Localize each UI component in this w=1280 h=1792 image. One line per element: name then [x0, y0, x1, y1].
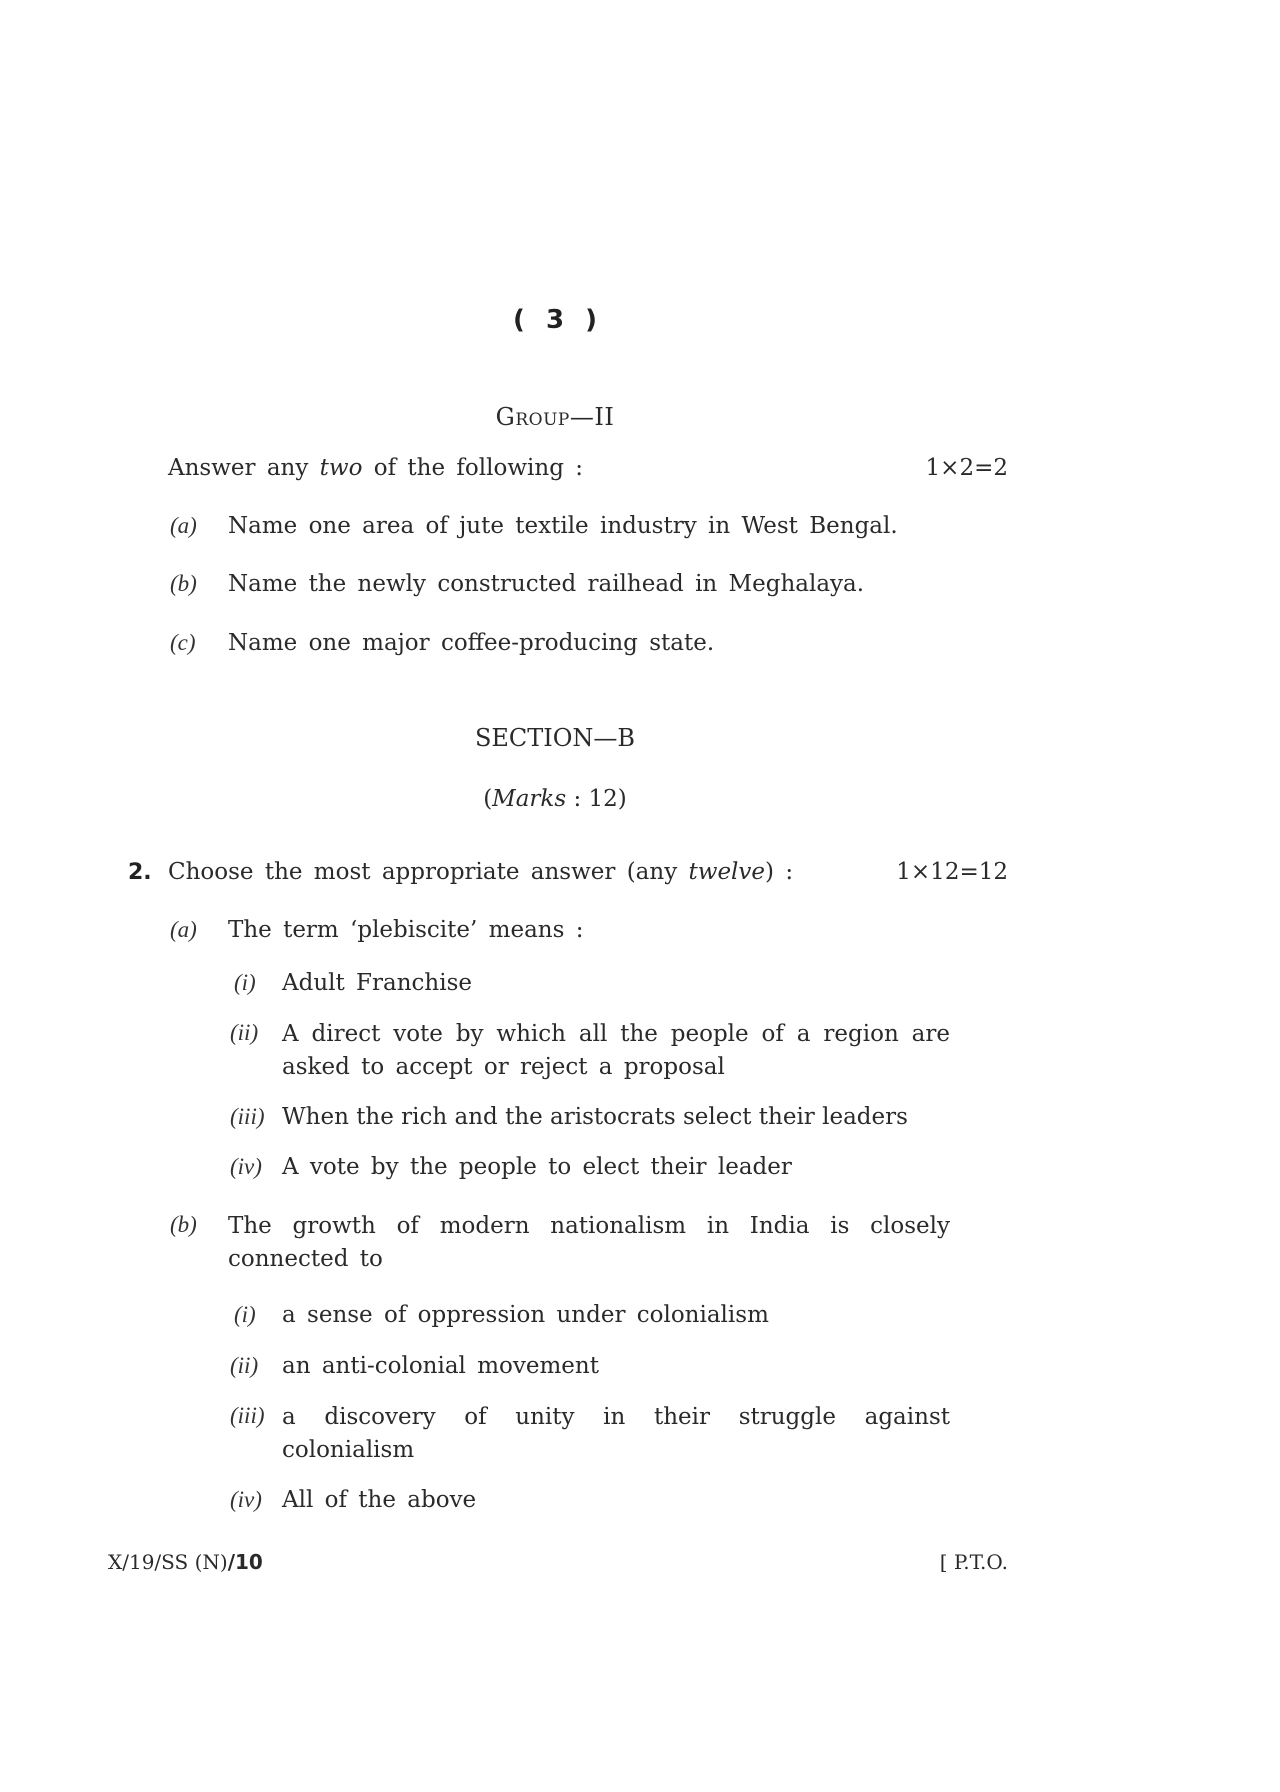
- option-label: (i): [234, 970, 256, 995]
- paren-open: (: [483, 786, 493, 812]
- item-text: Name one area of jute textile industry in West Bengal.: [228, 513, 898, 539]
- group-heading: Group—II: [495, 403, 615, 431]
- option-text: a sense of oppression under colonialism: [282, 1302, 769, 1328]
- pto-marker: [ P.T.O.: [939, 1550, 1008, 1574]
- option-text: A direct vote by which all the people of a region are asked to accept or reject a proposal: [282, 1021, 950, 1080]
- question-text: [168, 859, 793, 885]
- question-text-start: Choose the most appropriate answer (any: [168, 859, 689, 885]
- instruction-text: Answer any: [168, 455, 320, 481]
- option-text: an anti-colonial movement: [282, 1353, 599, 1379]
- group-instruction: [168, 455, 583, 481]
- item-text: Name the newly constructed railhead in Meghalaya.: [228, 571, 865, 597]
- paper-code-number: /10: [227, 1550, 263, 1574]
- option-label: (ii): [230, 1020, 259, 1045]
- part-stem: The growth of modern nationalism in India is closely connected to: [228, 1213, 950, 1272]
- item-label: (b): [170, 571, 197, 596]
- item-text: Name one major coffee-producing state.: [228, 630, 715, 656]
- instruction-text-end: of the following :: [362, 455, 583, 481]
- part-label: (a): [170, 917, 197, 942]
- question-text-end: ) :: [765, 859, 794, 885]
- question-marks: 1×12=12: [896, 859, 1008, 885]
- page-number: ( 3 ): [513, 305, 597, 335]
- part-label: (b): [170, 1212, 197, 1237]
- option-label: (ii): [230, 1353, 259, 1378]
- option-text: A vote by the people to elect their leader: [282, 1154, 792, 1180]
- instruction-emphasis: two: [319, 455, 363, 481]
- group-marks: 1×2=2: [925, 455, 1008, 481]
- option-text: Adult Franchise: [282, 970, 472, 996]
- option-label: (iv): [230, 1487, 262, 1512]
- option-text: When the rich and the aristocrats select their leaders: [282, 1104, 908, 1130]
- item-label: (a): [170, 513, 197, 538]
- option-label: (i): [234, 1302, 256, 1327]
- section-marks: [0, 786, 1110, 812]
- paper-code-prefix: X/19/SS (N): [108, 1550, 228, 1574]
- option-text: a discovery of unity in their struggle against colonialism: [282, 1404, 950, 1463]
- option-label: (iv): [230, 1154, 262, 1179]
- section-heading: SECTION—B: [474, 724, 636, 752]
- question-emphasis: twelve: [688, 859, 766, 885]
- question-number: 2.: [128, 860, 152, 885]
- option-label: (iii): [230, 1403, 265, 1428]
- part-stem: The term ‘plebiscite’ means :: [228, 917, 584, 943]
- marks-value: : 12): [566, 786, 627, 812]
- item-label: (c): [170, 630, 196, 655]
- marks-label: Marks: [492, 786, 567, 812]
- paper-code: [108, 1550, 263, 1574]
- option-label: (iii): [230, 1104, 265, 1129]
- option-text: All of the above: [282, 1487, 477, 1513]
